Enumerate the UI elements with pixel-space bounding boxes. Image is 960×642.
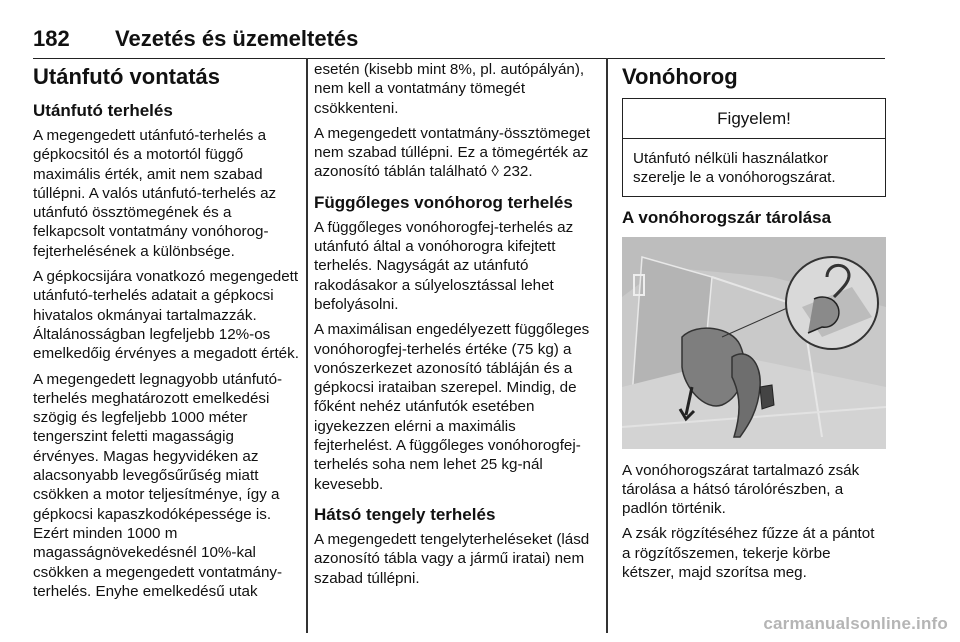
page-header xyxy=(33,24,885,59)
subheading-vertical-coupling-load: Függőleges vonóhorog terhelés xyxy=(314,192,573,212)
page-number: 182 xyxy=(33,26,70,51)
section-title-trailer-towing: Utánfutó vontatás xyxy=(33,64,220,89)
column-2 xyxy=(314,60,596,594)
section-title-towing-hitch: Vonóhorog xyxy=(622,64,738,89)
paragraph: A megengedett legnagyobb utánfutó-terhelés meghatározott emelkedési szögig és legfeljebb 1000 méter tengerszint feletti magasságig érvényes. Magas hegyvidéken az alacsonyabb levegősűrűség miatt csökken a motor teljesítménye, így a gépkocsi kapaszkodóképessége is. Ezért minden 1000 m magasságnövekedésnél 10%-kal csökken a megengedett vontatmány-terhelés. Enyhe emelkedésű utak xyxy=(33,370,283,600)
warning-text: Utánfutó nélküli használatkor szerelje le a vonóhorogszárat. xyxy=(633,150,836,187)
paragraph: A megengedett utánfutó-terhelés a gépkocsitól és a motortól függő maximális érték, amit nem szabad túllépni. A valós utánfutó-terhelés az utánfutó össztömegének és a felkapcsolt vontatmány vonóhorog-fejterhelésének a különbsége. xyxy=(33,127,277,260)
subheading-hitch-storage: A vonóhorogszár tárolása xyxy=(622,207,832,227)
warning-box xyxy=(622,98,886,197)
column-3 xyxy=(622,58,886,588)
subheading-rear-axle-load: Hátsó tengely terhelés xyxy=(314,504,496,524)
column-1 xyxy=(33,58,299,607)
paragraph: A zsák rögzítéséhez fűzze át a pántot a rögzítőszemen, tekerje körbe kétszer, majd szorítsa meg. xyxy=(622,525,875,582)
hitch-storage-illustration xyxy=(622,237,886,449)
chapter-title: Vezetés és üzemeltetés xyxy=(115,26,359,51)
paragraph: A függőleges vonóhorogfej-terhelés az utánfutó által a vonóhorogra kifejtett terhelés. Nagyságát az utánfutó rakodásakor a súlyelosztással lehet befolyásolni. xyxy=(314,218,574,313)
paragraph: A maximálisan engedélyezett függőleges vonóhorogfej-terhelés értéke (75 kg) a vonószerkezet azonosító tábláján és a gépkocsi irataiban szerepel. Mindig, de főként nehéz utánfutók esetében igyekezzen elérni a maximális fejterhelést. A függőleges vonóhorogfej-terhelés soha nem lehet 25 kg-nál kevesebb. xyxy=(314,321,590,493)
column-divider-1 xyxy=(306,58,308,633)
paragraph: A megengedett vontatmány-össztömeget nem szabad túllépni. Ez a tömegérték az azonosító táblán található ◊ 232. xyxy=(314,124,591,181)
paragraph: A gépkocsijára vonatkozó megengedett utánfutó-terhelés adatait a gépkocsi hivatalos okmányai tartalmazzák. Általánosságban legfeljebb 12%-os emelkedőig érvényes a megadott érték. xyxy=(33,268,299,363)
warning-title: Figyelem! xyxy=(623,99,885,139)
paragraph: A megengedett tengelyterheléseket (lásd azonosító tábla vagy a jármű iratai) nem szabad túllépni. xyxy=(314,530,590,587)
paragraph: A vonóhorogszárat tartalmazó zsák tárolása a hátsó tárolórészben, a padlón történik. xyxy=(622,461,860,518)
watermark-text: carmanualsonline.info xyxy=(763,614,948,633)
subheading-trailer-load: Utánfutó terhelés xyxy=(33,101,173,120)
paragraph: esetén (kisebb mint 8%, pl. autópályán), nem kell a vontatmány tömegét csökkenteni. xyxy=(314,61,585,117)
column-divider-2 xyxy=(606,58,608,633)
